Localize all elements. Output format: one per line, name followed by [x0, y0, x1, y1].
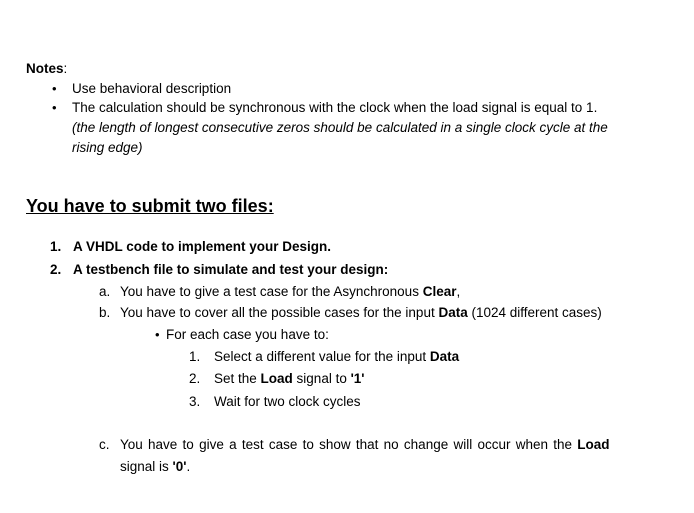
subitem-a-prefix: You have to give a test case for the Asynchronous [120, 284, 423, 299]
step-1-bold: Data [429, 349, 460, 364]
step-2-prefix: Set the [214, 371, 261, 386]
subitem-c-bold: Load [577, 437, 610, 452]
subitem-c-line-1 [120, 438, 610, 452]
subitem-letter: b. [99, 305, 111, 320]
subitem-letter: a. [99, 284, 111, 299]
for-each-text: For each case you have to: [166, 327, 329, 342]
subitem-c-line-2 [120, 460, 190, 474]
step-1-prefix: Select a different value for the input [214, 349, 430, 364]
subitem-c-prefix: You have to give a test case to show that no change will occur when the [120, 437, 578, 452]
subitem-c-line2-suffix: . [186, 459, 191, 474]
step-number: 1. [189, 349, 201, 364]
item-number: 1. [50, 239, 62, 254]
notes-heading [26, 62, 67, 76]
bullet-dot: • [155, 327, 160, 342]
subitem-c-line2-bold: '0' [172, 459, 187, 474]
step-2-suffix: signal to [292, 371, 351, 386]
notes-label: Notes [26, 61, 64, 76]
item-text-vhdl: A VHDL code to implement your Design. [73, 239, 332, 254]
item-number: 2. [50, 262, 62, 277]
subitem-a-suffix: , [456, 284, 461, 299]
step-3-text: Wait for two clock cycles [214, 394, 361, 409]
step-1-text [214, 350, 459, 364]
step-2-value: '1' [350, 371, 365, 386]
step-2-text [214, 372, 365, 386]
item-text-testbench: A testbench file to simulate and test your design: [73, 262, 389, 277]
bullet-dot: • [52, 100, 57, 115]
subitem-a-bold: Clear [422, 284, 457, 299]
note-item-1: Use behavioral description [72, 81, 232, 96]
note-italic-line-1: (the length of longest consecutive zeros should be calculated in a single clock cycle at the [72, 120, 608, 135]
note-italic-line-2: rising edge) [72, 140, 143, 155]
submit-title: You have to submit two files: [26, 196, 274, 216]
step-number: 3. [189, 394, 201, 409]
subitem-a-text [120, 285, 460, 299]
step-number: 2. [189, 371, 201, 386]
step-2-bold: Load [260, 371, 293, 386]
subitem-b-prefix: You have to cover all the possible cases for the input [120, 305, 439, 320]
bullet-dot: • [52, 81, 57, 96]
note-item-2: The calculation should be synchronous with the clock when the load signal is equal to 1. [72, 100, 598, 115]
subitem-b-text [120, 306, 602, 320]
subitem-letter: c. [99, 437, 110, 452]
subitem-b-bold: Data [438, 305, 468, 320]
subitem-c-line2-prefix: signal is [120, 459, 173, 474]
notes-colon: : [63, 61, 68, 76]
subitem-b-suffix: (1024 different cases) [467, 305, 602, 320]
